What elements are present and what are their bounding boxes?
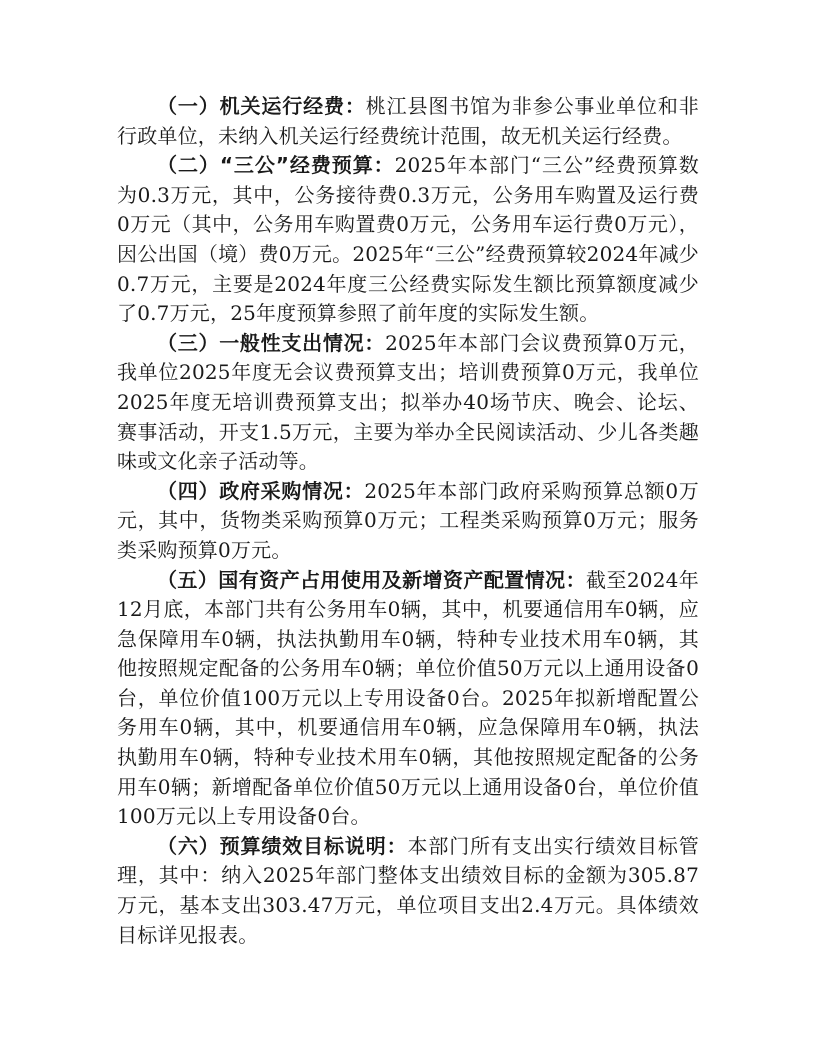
section-body: 2025年本部门政府采购预算总额0万元，其中，货物类采购预算0万元；工程类采购预算0万元；服务类采购预算0万元。 <box>117 478 699 562</box>
section-three-public-funds <box>117 151 699 329</box>
section-heading: （二）“三公”经费预算： <box>157 153 395 178</box>
section-government-procurement <box>117 477 699 566</box>
section-body: 2025年本部门会议费预算0万元，我单位2025年度无会议费预算支出；培训费预算0万元，我单位2025年度无培训费预算支出；拟举办40场节庆、晚会、论坛、赛事活动，开支1.5万元，主要为举办全民阅读活动、少儿各类趣味或文化亲子活动等。 <box>117 330 700 474</box>
section-body: 桃江县图书馆为非参公事业单位和非行政单位，未纳入机关运行经费统计范围，故无机关运行经费。 <box>117 94 699 148</box>
section-heading: （四）政府采购情况： <box>157 478 365 503</box>
section-heading: （五）国有资产占用使用及新增资产配置情况： <box>157 567 586 592</box>
section-heading: （一）机关运行经费： <box>157 94 366 118</box>
document-page <box>117 92 699 950</box>
section-general-expenditure <box>117 329 699 477</box>
section-heading: （六）预算绩效目标说明： <box>157 833 408 858</box>
section-state-assets <box>117 566 699 832</box>
section-body: 2025年本部门“三公”经费预算数为0.3万元，其中，公务接待费0.3万元，公务用车购置及运行费0万元（其中，公务用车购置费0万元，公务用车运行费0万元），因公出国（境）费0万元。2025年“三公”经费预算较2024年减少0.7万元，主要是2024年度三公经费实际发生额比预算额度减少了0.7万元，25年度预算参照了前年度的实际发生额。 <box>117 153 699 326</box>
section-body: 本部门所有支出实行绩效目标管理，其中：纳入2025年部门整体支出绩效目标的金额为305.87万元，基本支出303.47万元，单位项目支出2.4万元。具体绩效目标详见报表。 <box>117 833 699 947</box>
section-heading: （三）一般性支出情况： <box>157 330 386 355</box>
section-body: 截至2024年12月底，本部门共有公务用车0辆，其中，机要通信用车0辆，应急保障用车0辆，执法执勤用车0辆，特种专业技术用车0辆，其他按照规定配备的公务用车0辆；单位价值50万元以上通用设备0台，单位价值100万元以上专用设备0台。2025年拟新增配置公务用车0辆，其中，机要通信用车0辆，应急保障用车0辆，执法执勤用车0辆，特种专业技术用车0辆，其他按照规定配备的公务用车0辆；新增配备单位价值50万元以上通用设备0台，单位价值100万元以上专用设备0台。 <box>117 567 699 829</box>
section-operating-funds <box>117 92 699 151</box>
section-performance-targets <box>117 832 699 950</box>
